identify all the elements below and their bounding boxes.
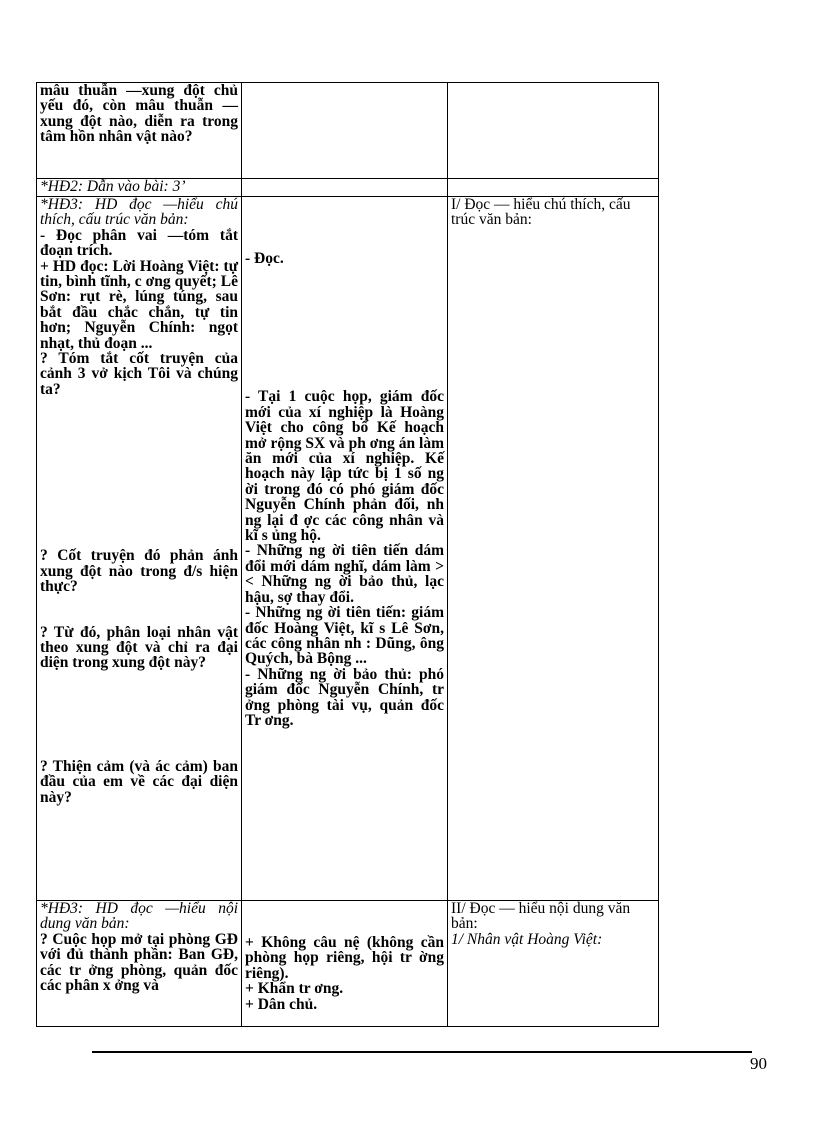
answer-item: - Những ng ời tiên tiến: giám đốc Hoàng Việt, kĩ s Lê Sơn, các công nhân nh : Dũng, ông Quých, bà Bộng ... bbox=[245, 604, 444, 668]
table-row bbox=[37, 901, 659, 1027]
question: ? Từ đó, phân loại nhân vật theo xung đột và chỉ ra đại diện trong xung đột này? bbox=[40, 623, 238, 672]
activity-heading: *HĐ3: HD đọc —hiểu nội dung văn bản: bbox=[40, 900, 238, 933]
content-cell bbox=[448, 83, 659, 179]
activity-cell bbox=[37, 197, 242, 901]
content-cell bbox=[448, 197, 659, 901]
student-cell bbox=[242, 901, 448, 1027]
activity-cell: mâu thuẫn —xung đột chủ yếu đó, còn mâu thuẫn —xung đột nào, diễn ra trong tâm hồn nhân vật nào? bbox=[37, 83, 242, 179]
table-row bbox=[37, 179, 659, 197]
section-heading: II/ Đọc — hiểu nội dung văn bản: bbox=[451, 900, 631, 933]
answer-item: + Dân chủ. bbox=[245, 995, 318, 1013]
student-cell bbox=[242, 83, 448, 179]
activity-item: + HD đọc: Lời Hoàng Việt: tự tin, bình tĩnh, c ơng quyết; Lê Sơn: rụt rè, lúng túng, sau bắt đầu chắc chắn, tự tin hơn; Nguyễn Chính: ngọt nhạt, thủ đoạn ... bbox=[40, 257, 238, 352]
activity-heading: *HĐ3: HD đọc —hiểu chú thích, cấu trúc văn bản: bbox=[40, 196, 238, 229]
question: ? Tóm tắt cốt truyện của cảnh 3 vở kịch Tôi và chúng ta? bbox=[40, 350, 238, 398]
table-row bbox=[37, 83, 659, 179]
answer-item: - Những ng ời tiên tiến dám đổi mới dám nghĩ, dám làm >< Những ng ời bảo thủ, lạc hậu, sợ thay đổi. bbox=[245, 542, 444, 606]
answer-item: - Những ng ời bảo thủ: phó giám đốc Nguyễn Chính, tr ởng phòng tài vụ, quản đốc Tr ơng. bbox=[245, 665, 444, 729]
subsection-heading: 1/ Nhân vật Hoàng Việt: bbox=[451, 930, 603, 948]
content-cell bbox=[448, 901, 659, 1027]
section-heading: I/ Đọc — hiểu chú thích, cấu trúc văn bản: bbox=[451, 196, 631, 229]
question: ? Thiện cảm (và ác cảm) ban đầu của em về các đại diện này? bbox=[40, 757, 238, 806]
question: ? Cốt truyện đó phản ánh xung đột nào trong đ/s hiện thực? bbox=[40, 547, 238, 596]
table-row bbox=[37, 197, 659, 901]
content-cell bbox=[448, 179, 659, 197]
activity-cell: *HĐ2: Dẫn vào bài: 3’ bbox=[37, 179, 242, 197]
answer-item: - Đọc. bbox=[245, 250, 284, 267]
answer-item: + Khẩn tr ơng. bbox=[245, 980, 344, 998]
activity-item: - Đọc phân vai —tóm tắt đoạn trích. bbox=[40, 226, 238, 260]
student-cell bbox=[242, 179, 448, 197]
lesson-plan-table bbox=[36, 82, 659, 1027]
footer-rule bbox=[92, 1051, 752, 1053]
page-number: 90 bbox=[750, 1054, 767, 1073]
activity-cell bbox=[37, 901, 242, 1027]
question: ? Cuộc họp mở tại phòng GĐ với đủ thành phần: Ban GĐ, các tr ởng phòng, quản đốc các phân x ởng và bbox=[40, 930, 238, 995]
answer-item: - Tại 1 cuộc họp, giám đốc mới của xí nghiệp là Hoàng Việt cho công bố Kế hoạch mở rộng SX và ph ơng án làm ăn mới của xí nghiệp. Kế hoạch này lập tức bị 1 số ng ời trong đó có phó giám đốc Nguyễn Chính phản đối, nh ng lại đ ợc các công nhân và kĩ s ủng hộ. bbox=[245, 388, 444, 545]
student-cell bbox=[242, 197, 448, 901]
answer-item: + Không câu nệ (không cần phòng họp riêng, hội tr ờng riêng). bbox=[245, 934, 444, 982]
